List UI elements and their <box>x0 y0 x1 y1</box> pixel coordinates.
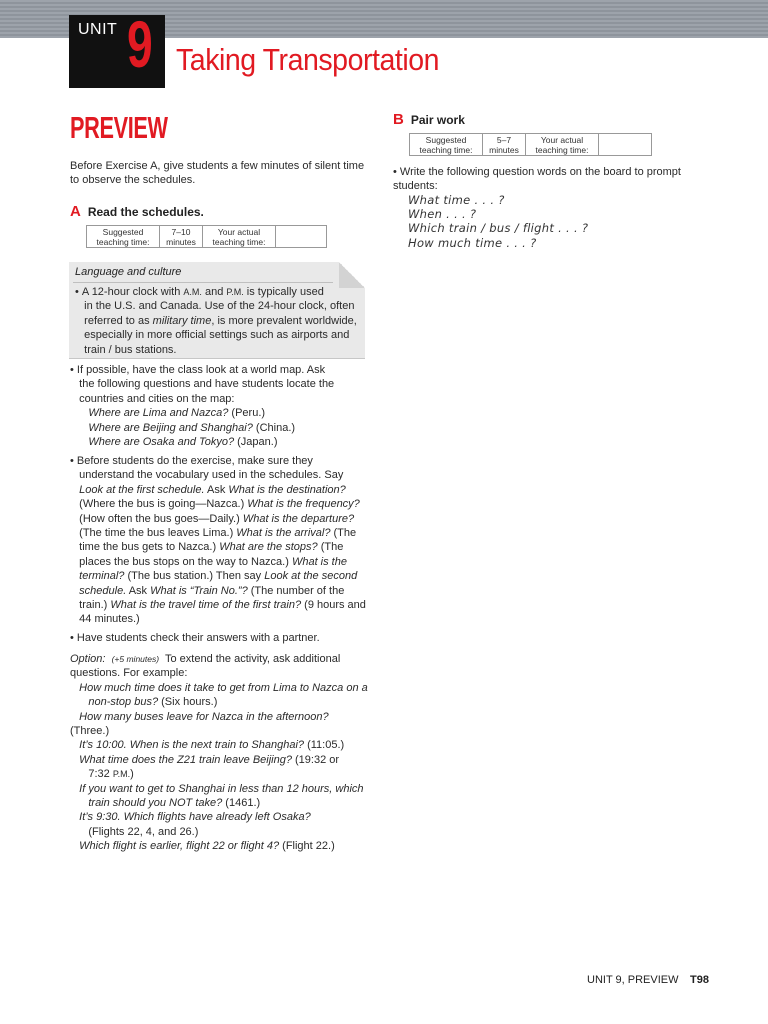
board-word: How much time . . . ? <box>408 235 537 250</box>
footer-page-number: T98 <box>690 974 709 986</box>
page-title: Taking Transportation <box>176 42 440 77</box>
board-word: Which train / bus / flight . . . ? <box>408 221 589 236</box>
divider <box>73 282 333 283</box>
exercise-a-time-table <box>86 225 327 248</box>
suggested-time-label: Suggested teaching time: <box>410 134 483 156</box>
suggested-time-value: 7–10 minutes <box>160 226 203 248</box>
language-culture-heading: Language and culture <box>75 266 182 278</box>
exercise-b-letter: B <box>393 111 404 128</box>
unit-badge <box>69 7 165 88</box>
suggested-time-label: Suggested teaching time: <box>87 226 160 248</box>
bullet-partner-check: • Have students check their answers with a partner. <box>70 632 320 644</box>
language-culture-box <box>69 262 365 359</box>
unit-number: 9 <box>127 7 153 81</box>
bullet-world-map: • If possible, have the class look at a world map. Ask the following questions and have students locate the countries and cities on the map: Where are Lima and Nazca? (Peru.) Where are Beijing and Shanghai? (China.) Where are Osaka and Tokyo? (Japan.) <box>70 364 335 449</box>
section-title: PREVIEW <box>70 110 168 145</box>
footer-section: UNIT 9, PREVIEW <box>587 974 679 986</box>
exercise-a-heading <box>70 203 204 220</box>
instruction-text: Write the following question words on the board to prompt students: <box>393 166 681 193</box>
option-block: Option: (+5 minutes) To extend the activity, ask additional questions. For example: How much time does it take to get from Lima to Nazca on a non-stop bus? (Six hours.) How many buses leave for Nazca in the afternoon? (Three.) It’s 10:00. When is the next train to Shanghai? (11:05.) What time does the Z21 train leave Beijing? (19:32 or 7:32 P.M.) If you want to get to Shanghai in less than 12 hours, which train should you NOT take? (1461.) It’s 9:30. Which flights have already left Osaka? (Flights 22, 4, and 26.) Which flight is earlier, flight 22 or flight 4? (Flight 22.) <box>70 653 368 853</box>
actual-time-field[interactable] <box>599 134 652 156</box>
board-words <box>408 193 588 250</box>
actual-time-label: Your actual teaching time: <box>526 134 599 156</box>
intro-text: Before Exercise A, give students a few minutes of silent time to observe the schedules. <box>70 160 365 187</box>
exercise-b-instruction: • Write the following question words on the board to prompt students: <box>393 166 681 193</box>
exercise-b-heading <box>393 111 465 128</box>
language-culture-text: • A 12-hour clock with A.M. and P.M. is typically used in the U.S. and Canada. Use of the 24-hour clock, often referred to as military time, is more prevalent worldwide, especially in more official settings such as airports and train / bus stations. <box>75 286 357 356</box>
exercise-b-time-table <box>409 133 652 156</box>
actual-time-field[interactable] <box>276 226 327 248</box>
board-word: When . . . ? <box>408 207 477 222</box>
unit-label: UNIT <box>78 21 118 38</box>
board-word: What time . . . ? <box>408 193 505 207</box>
exercise-b-title: Pair work <box>410 113 465 127</box>
actual-time-label: Your actual teaching time: <box>203 226 276 248</box>
exercise-a-letter: A <box>70 203 81 220</box>
suggested-time-value: 5–7 minutes <box>483 134 526 156</box>
bullet-vocabulary: • Before students do the exercise, make sure they understand the vocabulary used in the schedules. Say Look at the first schedule. Ask What is the destination? (Where the bus is going—Nazca.) What is the frequency? (How often the bus goes—Daily.) What is the departure? (The time the bus leaves Lima.) What is the arrival? (The time the bus gets to Nazca.) What are the stops? (The places the bus stops on the way to Nazca.) What is the terminal? (The bus station.) Then say Look at the second schedule. Ask What is “Train No.”? (The number of the train.) What is the travel time of the first train? (9 hours and 44 minutes.) <box>70 455 366 626</box>
exercise-a-title: Read the schedules. <box>87 205 204 219</box>
